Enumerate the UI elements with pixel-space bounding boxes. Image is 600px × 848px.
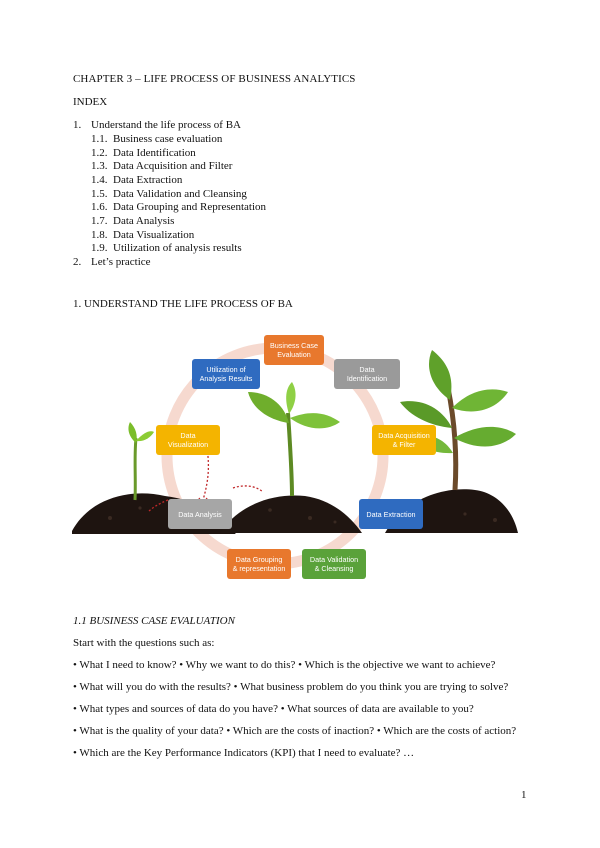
index-subitem-1-1 bbox=[91, 133, 222, 145]
index-heading: INDEX bbox=[73, 96, 108, 108]
sprout-small-icon bbox=[128, 422, 154, 500]
index-subitem-label: Data Grouping and Representation bbox=[113, 201, 267, 213]
step-data-extraction bbox=[359, 499, 423, 529]
question-line-3: • What types and sources of data do you have? • What sources of data are available to you? bbox=[73, 703, 474, 715]
index-subitem-label: Data Visualization bbox=[113, 229, 195, 241]
index-subitem-number: 1.3. bbox=[91, 160, 108, 172]
index-subitem-label: Utilization of analysis results bbox=[113, 242, 242, 254]
index-subitem-1-9 bbox=[91, 242, 242, 254]
question-line-1: • What I need to know? • Why we want to do this? • Which is the objective we want to achieve? bbox=[73, 659, 496, 671]
index-subitem-number: 1.8. bbox=[91, 229, 108, 241]
step-label: Data Acquisition bbox=[378, 431, 430, 440]
step-label: Data Validation bbox=[309, 555, 359, 564]
index-subitem-1-3 bbox=[91, 160, 232, 172]
step-label: Utilization of bbox=[206, 365, 246, 374]
step-label: Data bbox=[180, 431, 196, 440]
index-subitem-1-6 bbox=[91, 201, 266, 213]
index-subitem-number: 1.5. bbox=[91, 188, 108, 200]
soil-middle bbox=[220, 495, 362, 533]
step-label: Analysis Results bbox=[199, 374, 253, 383]
ba-lifecycle-diagram bbox=[70, 328, 530, 583]
question-line-2: • What will you do with the results? • What business problem do you think you are trying to solve? bbox=[73, 681, 509, 693]
step-label: Data Grouping bbox=[235, 555, 283, 564]
step-data-analysis bbox=[168, 499, 232, 529]
index-subitem-label: Data Acquisition and Filter bbox=[113, 160, 233, 172]
step-label: & Cleansing bbox=[314, 564, 354, 573]
question-line-4: • What is the quality of your data? • Which are the costs of inaction? • Which are the costs of action? bbox=[73, 725, 517, 737]
step-label: Identification bbox=[346, 374, 388, 383]
index-item-1 bbox=[73, 119, 241, 131]
subsection-heading: 1.1 BUSINESS CASE EVALUATION bbox=[73, 615, 235, 627]
index-subitem-number: 1.9. bbox=[91, 242, 108, 254]
index-item-label: Let’s practice bbox=[91, 256, 151, 268]
step-label: Business Case bbox=[270, 341, 318, 350]
index-subitem-label: Business case evaluation bbox=[113, 133, 223, 145]
index-subitem-number: 1.6. bbox=[91, 201, 108, 213]
intro-text: Start with the questions such as: bbox=[73, 637, 215, 649]
index-subitem-1-4 bbox=[91, 174, 182, 186]
step-label: Visualization bbox=[167, 440, 209, 449]
chapter-title: CHAPTER 3 – LIFE PROCESS OF BUSINESS ANALYTICS bbox=[73, 73, 356, 85]
index-subitem-number: 1.7. bbox=[91, 215, 108, 227]
step-label: Data Extraction bbox=[366, 510, 416, 519]
step-utilization bbox=[192, 359, 260, 389]
page-number: 1 bbox=[521, 789, 527, 801]
sprout-medium-icon bbox=[248, 382, 340, 496]
step-data-visualization bbox=[156, 425, 220, 455]
step-label: Data bbox=[359, 365, 375, 374]
index-subitem-label: Data Analysis bbox=[113, 215, 175, 227]
index-subitem-number: 1.1. bbox=[91, 133, 108, 145]
index-item-label: Understand the life process of BA bbox=[91, 119, 241, 131]
step-label: Evaluation bbox=[277, 350, 311, 359]
index-subitem-1-8 bbox=[91, 229, 194, 241]
index-subitem-label: Data Identification bbox=[113, 147, 196, 159]
index-subitem-number: 1.2. bbox=[91, 147, 108, 159]
index-subitem-label: Data Extraction bbox=[113, 174, 183, 186]
step-business-case bbox=[264, 335, 324, 365]
arrow-analysis-loop bbox=[233, 486, 263, 492]
section-heading: 1. UNDERSTAND THE LIFE PROCESS OF BA bbox=[73, 298, 293, 310]
step-data-validation bbox=[302, 549, 366, 579]
index-subitem-label: Data Validation and Cleansing bbox=[113, 188, 247, 200]
index-item-number: 2. bbox=[73, 256, 82, 268]
index-subitem-1-2 bbox=[91, 147, 196, 159]
step-label: & Filter bbox=[392, 440, 416, 449]
index-subitem-number: 1.4. bbox=[91, 174, 108, 186]
step-data-grouping bbox=[227, 549, 291, 579]
step-label: & representation bbox=[232, 564, 286, 573]
index-item-number: 1. bbox=[73, 119, 82, 131]
index-item-2 bbox=[73, 256, 151, 268]
index-subitem-1-7 bbox=[91, 215, 174, 227]
question-line-5: • Which are the Key Performance Indicators (KPI) that I need to evaluate? … bbox=[73, 747, 415, 759]
step-data-identification bbox=[334, 359, 400, 389]
plant-large-icon bbox=[400, 350, 516, 490]
arrow-visualization-to-analysis bbox=[203, 448, 208, 500]
step-data-acquisition bbox=[372, 425, 436, 455]
index-subitem-1-5 bbox=[91, 188, 247, 200]
step-label: Data Analysis bbox=[178, 510, 222, 519]
